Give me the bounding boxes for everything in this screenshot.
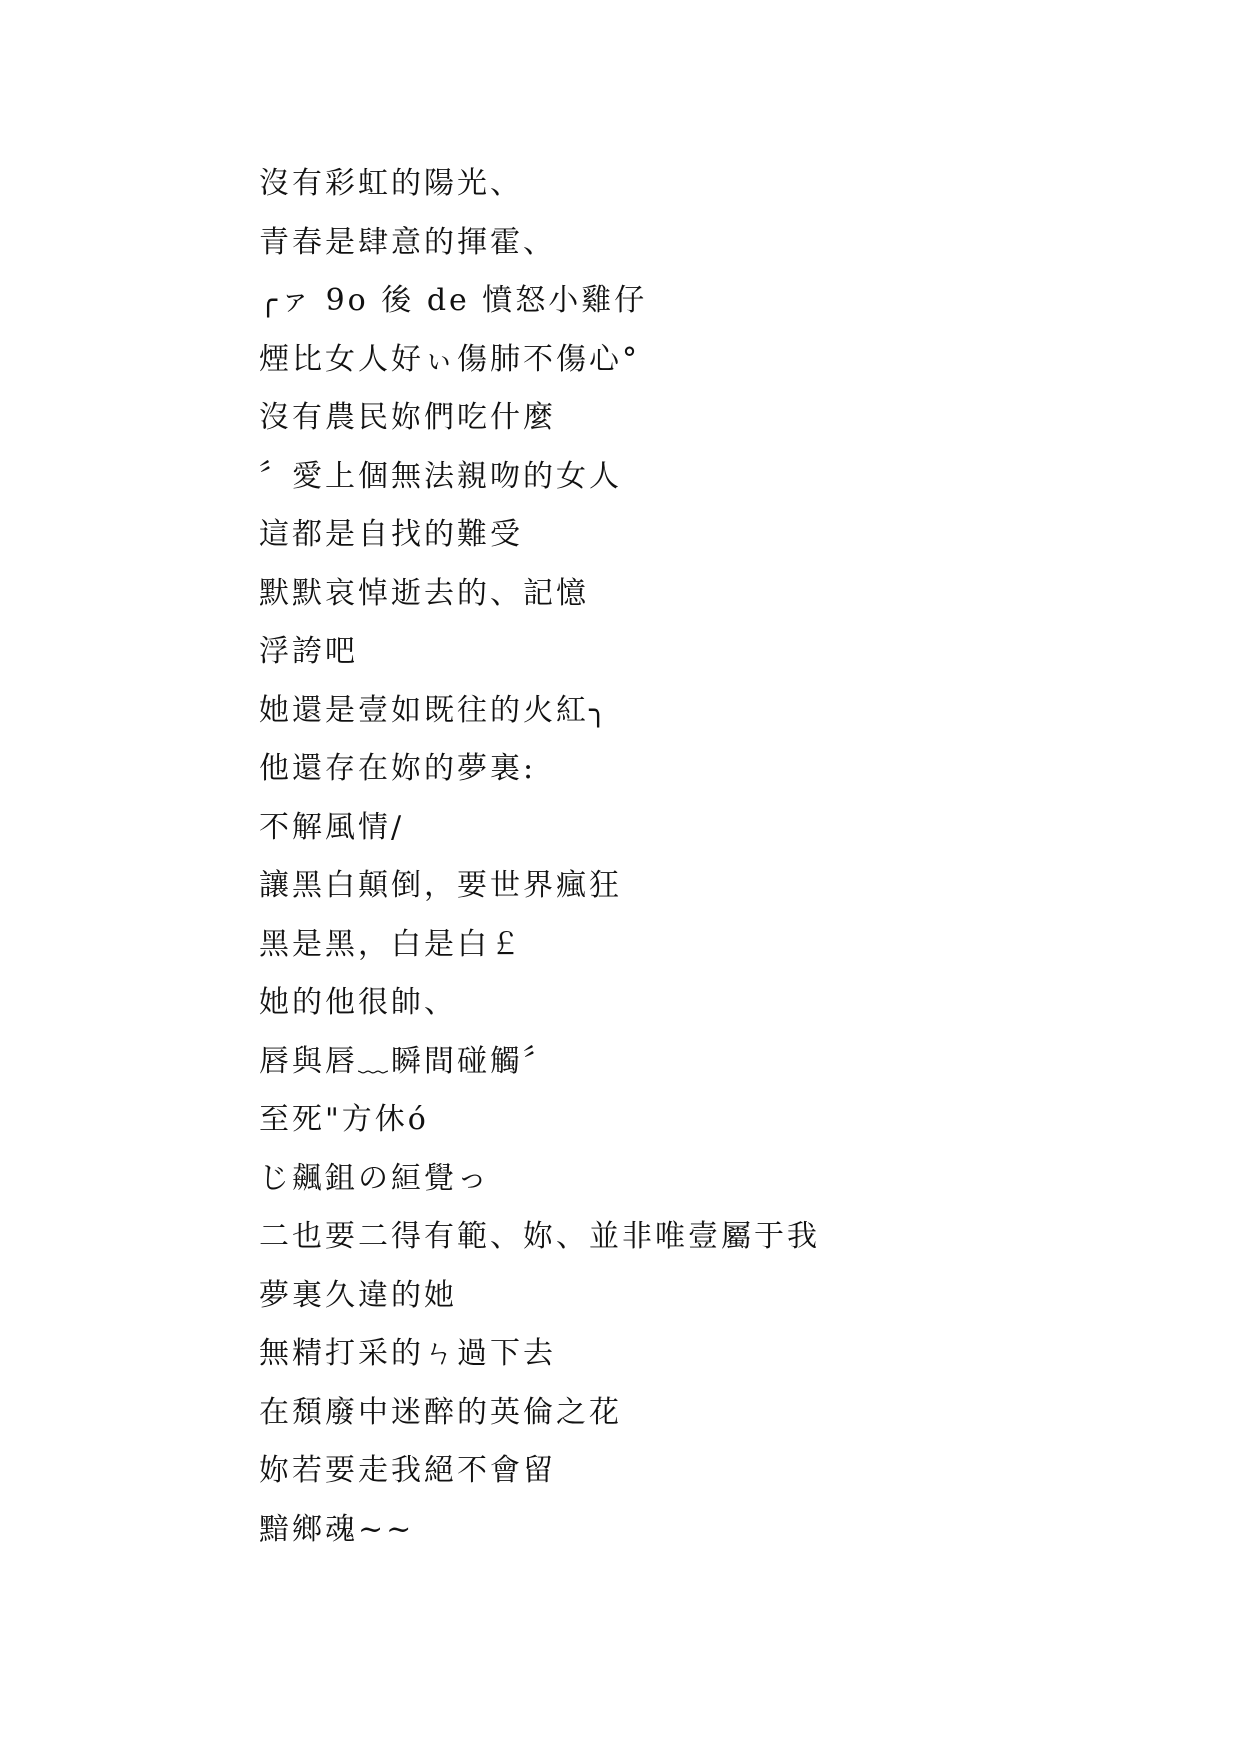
text-line: 默默哀悼逝去的、記憶 [259,575,589,611]
text-line: 唇與唇﹏瞬間碰觸〞 [259,1043,556,1079]
text-line: 沒有農民妳們吃什麼 [259,400,556,435]
text-line: 他還存在妳的夢裏: [259,751,537,786]
text-line: 黯鄉魂~~ [259,1511,415,1547]
text-line: 青春是肆意的揮霍、 [259,224,556,260]
text-line: 妳若要走我絕不會留 [259,1453,556,1488]
text-line: 夢裏久違的她 [259,1277,457,1313]
text-line: 讓黑白顛倒，要世界瘋狂 [259,868,622,903]
text-line: 沒有彩虹的陽光、 [259,166,523,201]
text-line: 至死"方休ó [259,1102,429,1137]
text-line: 這都是自找的難受 [259,517,523,552]
text-line: 不解風情/ [259,809,405,845]
text-line: 她還是壹如既往的火紅╮ [259,692,611,728]
text-line: 浮誇吧 [259,634,358,669]
text-line: じ飆鉏の絙覺っ [259,1160,490,1196]
text-line: 二也要二得有範、妳、並非唯壹屬于我 [259,1219,820,1254]
text-line: 在頹廢中迷醉的英倫之花 [259,1394,622,1430]
text-line: 黑是黑，白是白￡ [259,926,523,962]
text-line: 無精打采的ㄣ過下去 [259,1336,556,1371]
text-lines [259,162,820,1566]
text-line: 〞愛上個無法親吻的女人 [259,458,622,494]
text-line: 她的他很帥、 [259,985,457,1020]
text-line: 煙比女人好ぃ傷肺不傷心° [259,341,640,377]
text-line: ╭ァ 9o 後 de 憤怒小雞仔 [259,283,648,318]
